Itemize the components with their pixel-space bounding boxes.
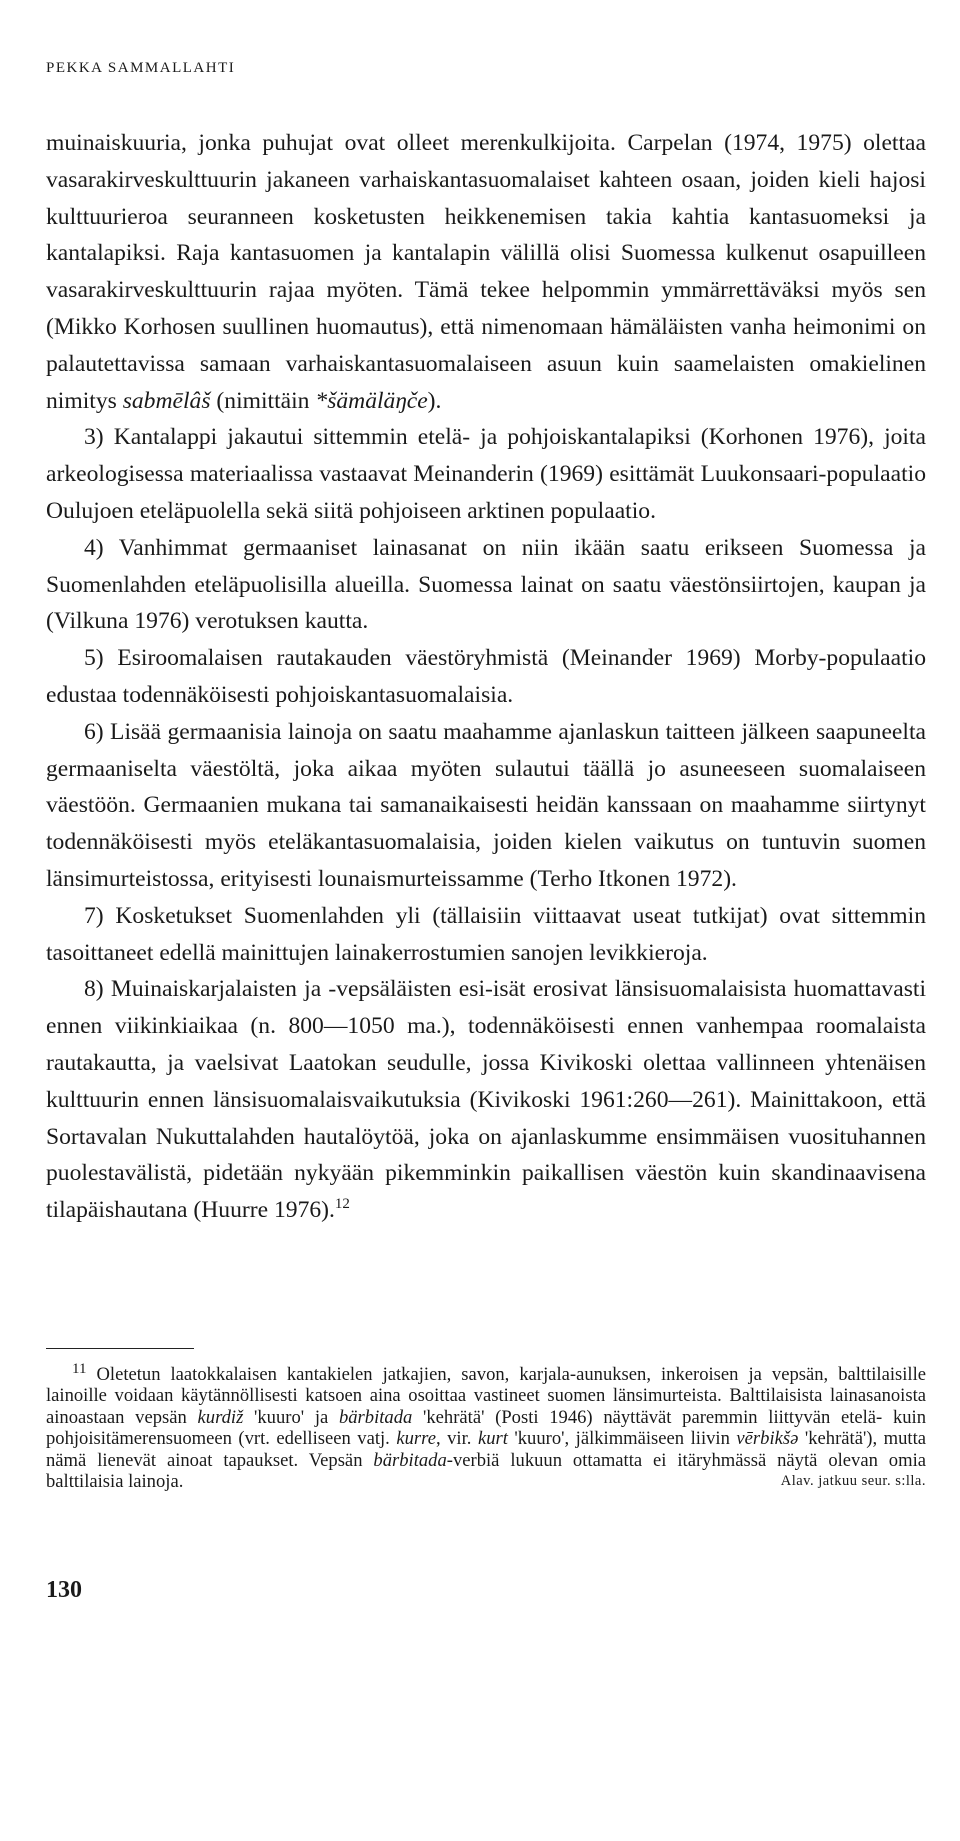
paragraph-7: 7) Kosketukset Suomenlahden yli (tällaisiin viittaavat useat tutkijat) ovat sittemmin tasoittaneet edellä mainittujen lainakerrostumien sanojen levikkieroja. — [46, 902, 926, 966]
footnote-continuation-note: Alav. jatkuu seur. s:lla. — [780, 1473, 926, 1489]
footnote-divider — [46, 1348, 194, 1349]
paragraph-3: 3) Kantalappi jakautui sittemmin etelä- ja pohjoiskantalapiksi (Korhonen 1976), joita arkeologisessa materiaalissa vastaavat Meinanderin (1969) esittämät Luukonsaari-populaatio Oulujoen eteläpuolella sekä siitä pohjoiseen arktinen populaatio. — [46, 424, 926, 524]
reconstructed-word: *šämäläŋče — [315, 387, 428, 414]
paragraph-6: 6) Lisää germaanisia lainoja on saatu maahamme ajanlaskun taitteen jälkeen saapuneelta germaaniselta väestöltä, joka aikaa myöten sulautui täällä jo asuneeseen suomalaiseen väestöön. Germaanien mukana tai samanaikaisesti heidän kanssaan on maahamme siirtynyt todennäköisesti myös eteläkantasuomalaisia, joiden kielen vaikutus on tuntuvin suomen länsimurteistossa, erityisesti lounaismurteissamme (Terho Itkonen 1972). — [46, 718, 926, 892]
paragraph-4: 4) Vanhimmat germaaniset lainasanat on niin ikään saatu erikseen Suomessa ja Suomenlahden eteläpuolisilla alueilla. Suomessa lainat on saatu väestönsiirtojen, kaupan ja (Vilkuna 1976) verotuksen kautta. — [46, 534, 926, 635]
footnote-11: $^{11}$ Oletetun laatokkalaisen kantakielen jatkajien, savon, karjala-aunuksen, inkeroisen ja vepsän, balttilaisille lainoille voidaan käytännöllisesti katsoen aina osoittaa vastineet suomen länsimurteista. Balttilaisista lainasanoista ainoastaan vepsän kurdiž 'kuuro' ja bärbitada 'kehrätä' (Posti 1946) näyttävät paremmin liittyvän etelä- kuin pohjoisitämerensuomeen (vrt. edelliseen vatj. kurre, vir. kurt 'kuuro', jälkimmäiseen liivin vērbikšə 'kehrätä'), mutta nämä lienevät ainoat tapaukset. Vepsän bärbitada-verbiä lukuun ottamatta ei itäryhmässä näytä olevan omia balttilaisia lainoja. — [46, 1360, 926, 1493]
paragraph-5: 5) Esiroomalaisen rautakauden väestöryhmistä (Meinander 1969) Morby-populaatio edustaa todennäköisesti pohjoiskantasuomalaisia. — [46, 645, 926, 708]
body-text — [46, 125, 926, 1229]
footnote-reference: 12 — [334, 1196, 350, 1213]
saami-word: sabmēlâš — [122, 387, 211, 414]
paragraph-intro: muinaiskuuria, jonka puhujat ovat olleet merenkulkijoita. Carpelan (1974, 1975) olettaa vasarakirveskulttuurin jakaneen varhaiskantasuomalaiset kahteen osaan, joiden kieli hajosi kulttuurieroa seuranneen kosketusten heikkenemisen takia kahtia kantasuomeksi ja kantalapiksi. Raja kantasuomen ja kantalapin välillä olisi Suomessa kulkenut osapuilleen vasarakirveskulttuurin rajaa myöten. Tämä tekee helpommin ymmärrettäväksi myös sen (Mikko Korhosen suullinen huomautus), että nimenomaan hämäläisten vanha heimonimi on palautettavissa samaan varhaiskantasuomalaiseen asuun kuin saamelaisten omakielinen nimitys sabmēlâš (nimittäin *šämäläŋče). — [46, 130, 926, 414]
page-number: 130 — [46, 1577, 82, 1603]
paragraph-8: 8) Muinaiskarjalaisten ja -vepsäläisten esi-isät erosivat länsisuomalaisista huomattavasti ennen viikinkiaikaa (n. 800—1050 ma.), todennäköisesti ennen vanhempaa roomalaista rautakautta, ja vaelsivat Laatokan seudulle, jossa Kivikoski olettaa vallinneen yhtenäisen kulttuurin ennen länsisuomalaisvaikutuksia (Kivikoski 1961:260—261). Mainittakoon, että Sortavalan Nukuttalahden hautalöytöä, joka on ajanlaskumme ensimmäisen vuosituhannen puolestavälistä, pidetään nykyään pikemminkin paikallisen väestön kuin skandinaavisena tilapäishautana (Huurre 1976).$^{12}$ — [46, 976, 926, 1224]
running-head: PEKKA SAMMALLAHTI — [46, 60, 236, 76]
footnote-marker: 11 — [72, 1360, 87, 1377]
